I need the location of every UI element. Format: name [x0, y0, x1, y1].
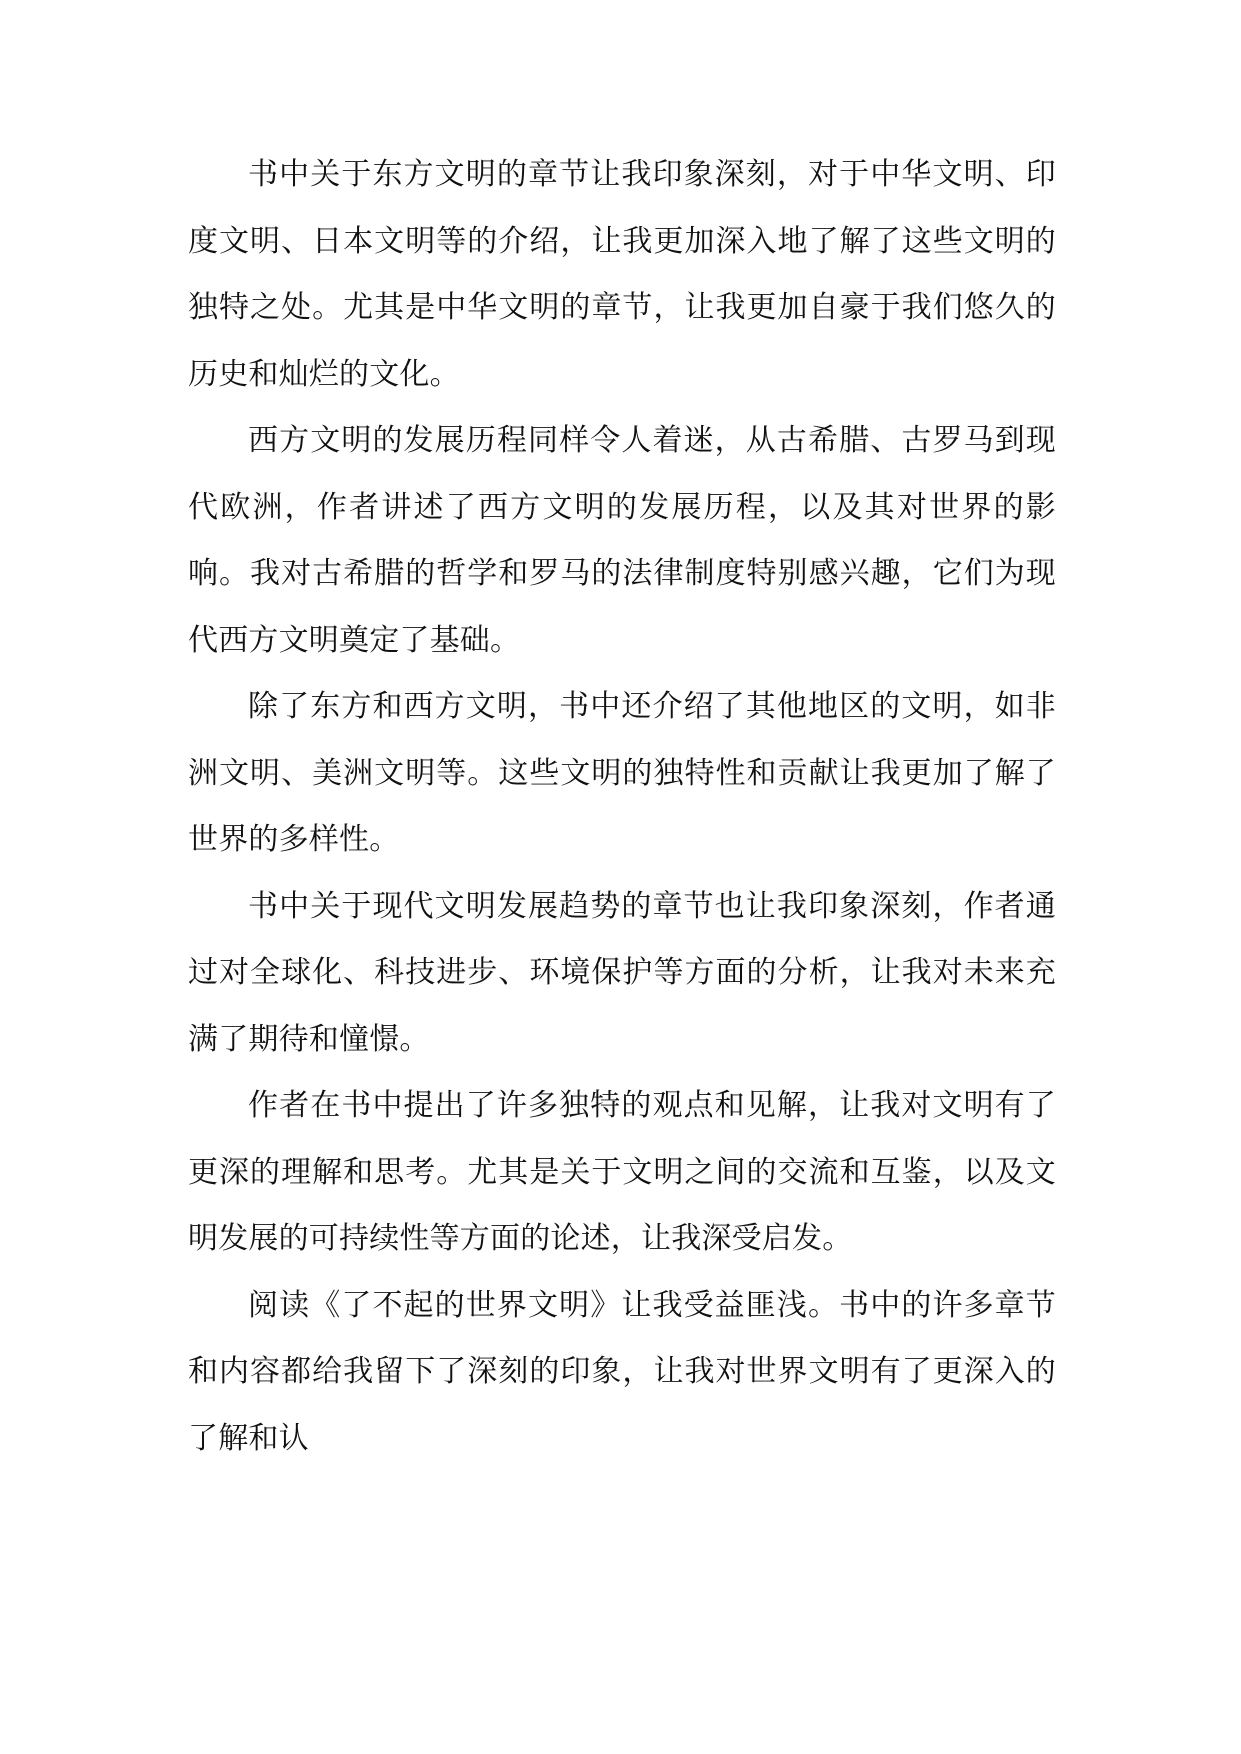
paragraph-author-views: 作者在书中提出了许多独特的观点和见解，让我对文明有了更深的理解和思考。尤其是关于文明之间的交流和互鉴，以及文明发展的可持续性等方面的论述，让我深受启发。: [188, 1088, 1056, 1256]
paragraph-other-civilizations: 除了东方和西方文明，书中还介绍了其他地区的文明，如非洲文明、美洲文明等。这些文明的独特性和贡献让我更加了解了世界的多样性。: [188, 689, 1056, 857]
paragraph-reading-reflection: 阅读《了不起的世界文明》让我受益匪浅。书中的许多章节和内容都给我留下了深刻的印象，让我对世界文明有了更深入的了解和认: [188, 1287, 1056, 1456]
paragraph-eastern-civilization: 书中关于东方文明的章节让我印象深刻，对于中华文明、印度文明、日本文明等的介绍，让我更加深入地了解了这些文明的独特之处。尤其是中华文明的章节，让我更加自豪于我们悠久的历史和灿烂的文化。: [188, 157, 1056, 392]
paragraph-modern-trends: 书中关于现代文明发展趋势的章节也让我印象深刻，作者通过对全球化、科技进步、环境保护等方面的分析，让我对未来充满了期待和憧憬。: [188, 888, 1056, 1057]
document-body: [188, 142, 1056, 1472]
paragraph-western-civilization: 西方文明的发展历程同样令人着迷，从古希腊、古罗马到现代欧洲，作者讲述了西方文明的发展历程，以及其对世界的影响。我对古希腊的哲学和罗马的法律制度特别感兴趣，它们为现代西方文明奠定了基础。: [188, 423, 1056, 658]
